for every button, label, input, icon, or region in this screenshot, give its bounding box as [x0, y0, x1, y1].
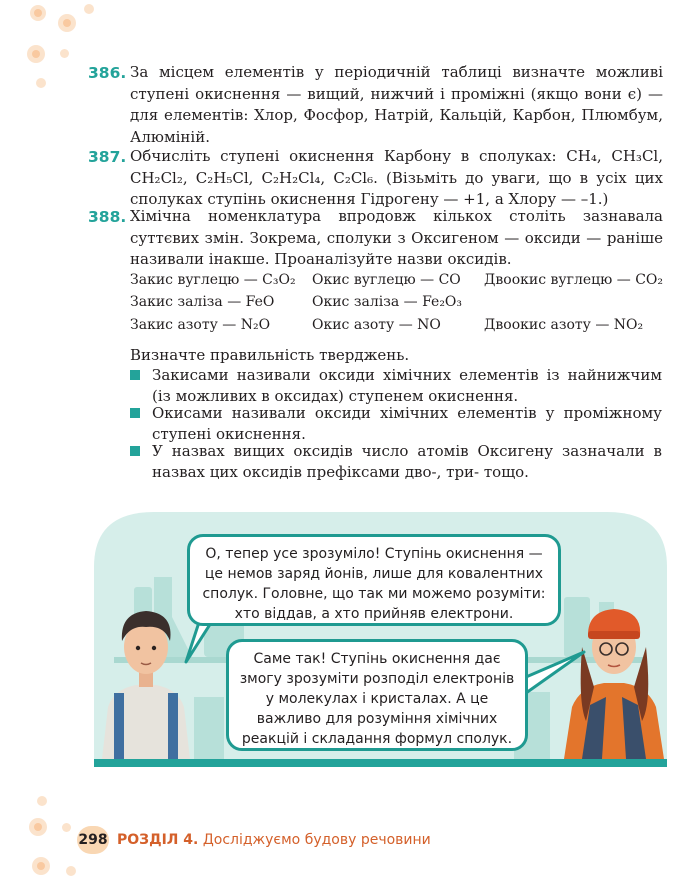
- statement-text: Окисами називали оксиди хімічних елементів у проміжному ступені окиснення.: [152, 404, 662, 443]
- decor-dot: [66, 866, 76, 876]
- oxide-name: Окис азоту — NO: [312, 317, 441, 333]
- oxide-name: Двоокис вуглецю — CO₂: [484, 272, 664, 288]
- decor-dot: [36, 78, 46, 88]
- bubble-text: О, тепер усе зрозуміло! Ступінь окиснення — це немов заряд йонів, лише для ковалентних сполук. Головне, що так ми можемо розуміти: хто віддав, а хто прийняв електрони.: [202, 546, 546, 622]
- bubble-text: Саме так! Ступінь окиснення дає змогу зрозуміти розподіл електронів у молекулах і кристалах. А це важливо для розуміння хімічних реакцій і складання формул сполук.: [239, 651, 515, 747]
- oxide-name: Двоокис азоту — NO₂: [484, 317, 644, 333]
- task-number: 386.: [88, 64, 127, 82]
- task-386: [88, 62, 663, 148]
- oxide-name: Окис заліза — Fe₂O₃: [312, 294, 463, 310]
- lab-bottle-icon: [194, 697, 224, 759]
- chapter-name: Досліджуємо будову речовини: [202, 832, 431, 848]
- oxide-name: Закис заліза — FeO: [130, 294, 275, 310]
- bullet-square-icon: [130, 446, 140, 456]
- statement-item: [130, 365, 662, 407]
- decor-dot: [30, 5, 46, 21]
- chapter-title: [117, 831, 431, 849]
- decor-dot: [32, 857, 50, 875]
- decor-dot: [27, 45, 45, 63]
- bullet-square-icon: [130, 408, 140, 418]
- oxide-name: Окис вуглецю — CO: [312, 272, 461, 288]
- task-text: За місцем елементів у періодичній таблиці визначте можливі ступені окиснення — вищий, нижчий і проміжні (якщо вони є) — для елементів: Хлор, Фосфор, Натрій, Кальцій, Карбон, Плюмбум, Алюміній.: [130, 63, 663, 146]
- speech-bubble-boy: [187, 534, 561, 626]
- statements-intro: Визначте правильність тверджень.: [130, 346, 410, 364]
- decor-dot: [62, 823, 71, 832]
- oxide-name: Закис вуглецю — C₃O₂: [130, 272, 296, 288]
- speech-bubble-girl: [226, 639, 528, 751]
- oxide-name: Закис азоту — N₂O: [130, 317, 271, 333]
- task-text: Обчисліть ступені окиснення Карбону в сполуках: CH₄, CH₃Cl, CH₂Cl₂, C₂H₅Cl, C₂H₂Cl₄, C₂Cl₆. (Візьміть до уваги, що в усіх цих сполуках ступінь окиснення Гідрогену — +1, а Хлору — –1.): [130, 147, 663, 208]
- task-text: Хімічна номенклатура впродовж кількох століть зазнавала суттєвих змін. Зокрема, сполуки з Оксигеном — оксиди — раніше називали інакше. Проаналізуйте назви оксидів.: [130, 207, 663, 268]
- statement-text: Закисами називали оксиди хімічних елементів із найнижчим (із можливих в оксидах) ступенем окиснення.: [152, 366, 662, 405]
- chapter-label: РОЗДІЛ 4.: [117, 832, 199, 848]
- decor-dot: [60, 49, 69, 58]
- page-number: 298: [77, 826, 109, 854]
- decor-dot: [29, 818, 47, 836]
- bullet-square-icon: [130, 370, 140, 380]
- task-387: [88, 146, 663, 211]
- statement-text: У назвах вищих оксидів число атомів Оксигену зазначали в назвах цих оксидів префіксами дво-, три- тощо.: [152, 442, 662, 481]
- statement-item: [130, 403, 662, 445]
- scene-floor: [94, 759, 667, 767]
- task-number: 388.: [88, 208, 127, 226]
- task-number: 387.: [88, 148, 127, 166]
- statement-item: [130, 441, 662, 483]
- task-388: [88, 206, 663, 271]
- decor-dot: [58, 14, 76, 32]
- decor-dot: [37, 796, 47, 806]
- decor-dot: [84, 4, 94, 14]
